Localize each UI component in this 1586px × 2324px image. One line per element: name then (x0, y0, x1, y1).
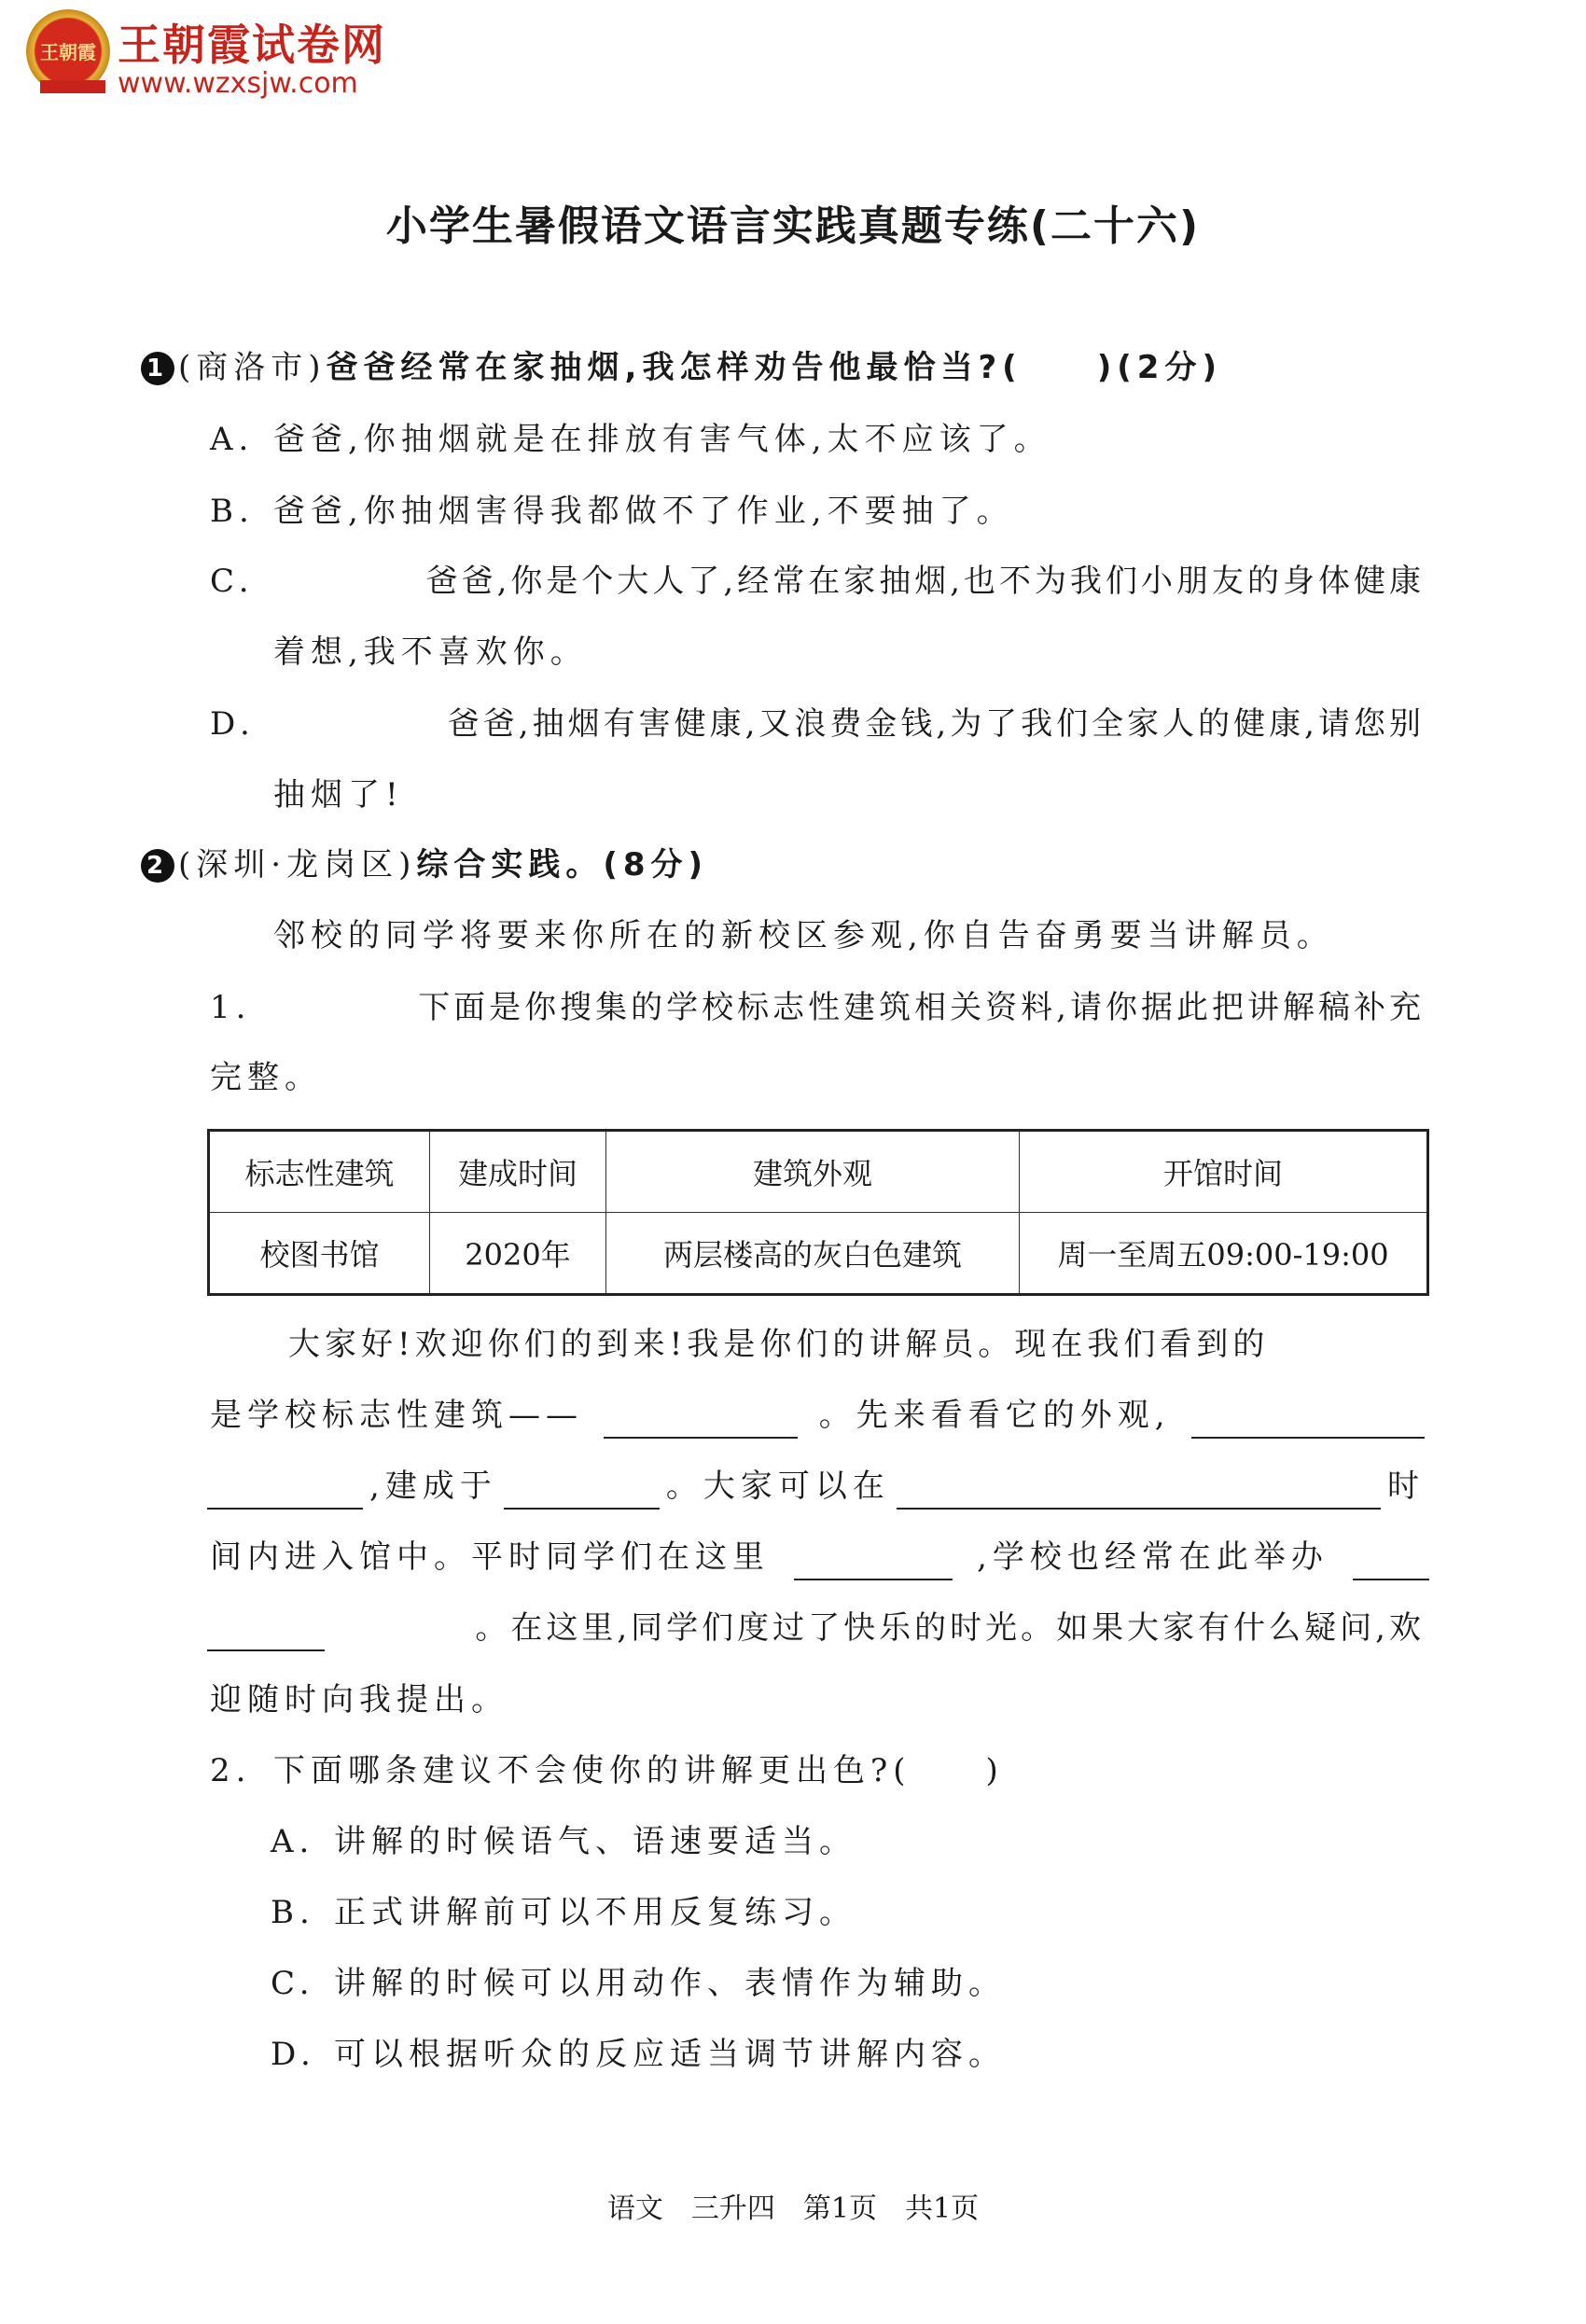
fill-blank-building[interactable] (604, 1399, 798, 1439)
passage-line-5 (207, 1605, 1425, 1651)
fill-blank-activity[interactable] (794, 1541, 953, 1580)
q2-sub1 (210, 984, 1425, 1031)
option-text: 正式讲解前可以不用反复练习。 (334, 1894, 856, 1931)
passage-text: 是学校标志性建筑—— (210, 1397, 583, 1434)
passage-line-1: 大家好!欢迎你们的到来!我是你们的讲解员。现在我们看到的 (288, 1326, 1270, 1363)
q1-option-b (210, 488, 1014, 535)
table-header: 开馆时间 (1020, 1131, 1428, 1213)
passage-line-6: 迎随时向我提出。 (210, 1681, 508, 1719)
fill-blank-appearance[interactable] (1191, 1399, 1425, 1439)
q1-stem: 爸爸经常在家抽烟,我怎样劝告他最恰当?( )(2分) (326, 349, 1222, 386)
table-header-row (209, 1131, 1428, 1213)
passage-text: ,建成于 (369, 1468, 497, 1505)
passage-text: 间内进入馆中。平时同学们在这里 (210, 1538, 770, 1576)
sub-text: 下面是你搜集的学校标志性建筑相关资料,请你据此把讲解稿补充 (418, 989, 1425, 1026)
passage-text: 。先来看看它的外观, (818, 1397, 1171, 1434)
passage-text: 。大家可以在 (665, 1468, 890, 1505)
option-label: B. (210, 493, 255, 530)
q1-stem-line (141, 344, 1222, 391)
badge-text: 王朝霞 (40, 41, 96, 63)
q2-intro: 邻校的同学将要来你所在的新校区参观,你自告奋勇要当讲解员。 (273, 917, 1334, 954)
fill-blank-event-cont[interactable] (207, 1612, 325, 1651)
table-cell: 两层楼高的灰白色建筑 (606, 1213, 1020, 1295)
q2-sub2-option-c (271, 1960, 1006, 2007)
option-label: D. (210, 705, 256, 743)
q1-option-c (210, 558, 1425, 605)
q2-stem-line (141, 842, 708, 888)
q2-source: (深圳·龙岗区) (178, 846, 417, 884)
table-cell: 2020年 (430, 1213, 606, 1295)
building-info-table (207, 1129, 1429, 1296)
option-text: 着想,我不喜欢你。 (273, 633, 588, 671)
question-number-badge: 1 (141, 352, 174, 385)
table-cell: 校图书馆 (209, 1213, 430, 1295)
page-title: 小学生暑假语文语言实践真题专练(二十六) (385, 202, 1201, 250)
sub-text: 下面哪条建议不会使你的讲解更出色?( ) (273, 1752, 1004, 1789)
passage-text: 时 (1386, 1468, 1425, 1505)
fill-blank-appearance-cont[interactable] (207, 1470, 363, 1510)
option-text: 爸爸,你抽烟害得我都做不了作业,不要抽了。 (273, 493, 1014, 530)
q1-option-d (210, 701, 1425, 747)
passage-line-2 (210, 1392, 1425, 1439)
q2-sub2-option-d (271, 2031, 1006, 2078)
option-label: A. (271, 1823, 315, 1860)
fill-blank-event[interactable] (1353, 1541, 1429, 1580)
option-label: C. (210, 563, 255, 600)
fill-blank-year[interactable] (504, 1470, 660, 1510)
table-header: 标志性建筑 (209, 1131, 430, 1213)
question-number-badge: 2 (141, 849, 174, 883)
q1-option-a (210, 416, 1051, 463)
page-footer: 语文 三升四 第1页 共1页 (606, 2192, 980, 2225)
q2-sub2-option-a (271, 1818, 856, 1865)
option-text: 讲解的时候可以用动作、表情作为辅助。 (334, 1965, 1006, 2002)
option-text: 可以根据听众的反应适当调节讲解内容。 (334, 2036, 1006, 2073)
q2-sub1-cont: 完整。 (210, 1059, 322, 1096)
table-header: 建筑外观 (606, 1131, 1020, 1213)
option-label: A. (210, 421, 255, 458)
logo-ribbon (40, 80, 105, 93)
sub-label: 1. (210, 989, 252, 1026)
passage-text: ,学校也经常在此举办 (977, 1538, 1329, 1576)
q2-sub2-option-b (271, 1889, 856, 1936)
option-text: 爸爸,你是个大人了,经常在家抽烟,也不为我们小朋友的身体健康 (425, 563, 1425, 600)
option-label: D. (271, 2036, 316, 2073)
q1-source: (商洛市) (178, 349, 327, 386)
q2-sub2 (210, 1747, 1004, 1794)
fill-blank-hours[interactable] (897, 1470, 1381, 1510)
table-row (209, 1213, 1428, 1295)
q1-option-d-cont (273, 772, 404, 818)
brand-name: 王朝霞试卷网 (118, 20, 386, 70)
option-text: 讲解的时候语气、语速要适当。 (334, 1823, 856, 1860)
option-label: C. (271, 1965, 315, 2002)
passage-line-3 (207, 1463, 1425, 1510)
passage-line-4 (210, 1534, 1429, 1580)
site-url: www.wzxsjw.com (118, 67, 358, 100)
option-label: B. (271, 1894, 315, 1931)
q1-option-c-cont (273, 629, 588, 675)
table-cell: 周一至周五09:00-19:00 (1020, 1213, 1428, 1295)
site-logo (26, 7, 418, 101)
option-text: 爸爸,你抽烟就是在排放有害气体,太不应该了。 (273, 421, 1051, 458)
q2-stem: 综合实践。(8分) (416, 846, 709, 884)
option-text: 抽烟了! (273, 776, 404, 814)
option-text: 爸爸,抽烟有害健康,又浪费金钱,为了我们全家人的健康,请您别 (447, 705, 1425, 743)
sub-label: 2. (210, 1752, 252, 1789)
table-header: 建成时间 (430, 1131, 606, 1213)
passage-text: 。在这里,同学们度过了快乐的时光。如果大家有什么疑问,欢 (475, 1609, 1425, 1647)
